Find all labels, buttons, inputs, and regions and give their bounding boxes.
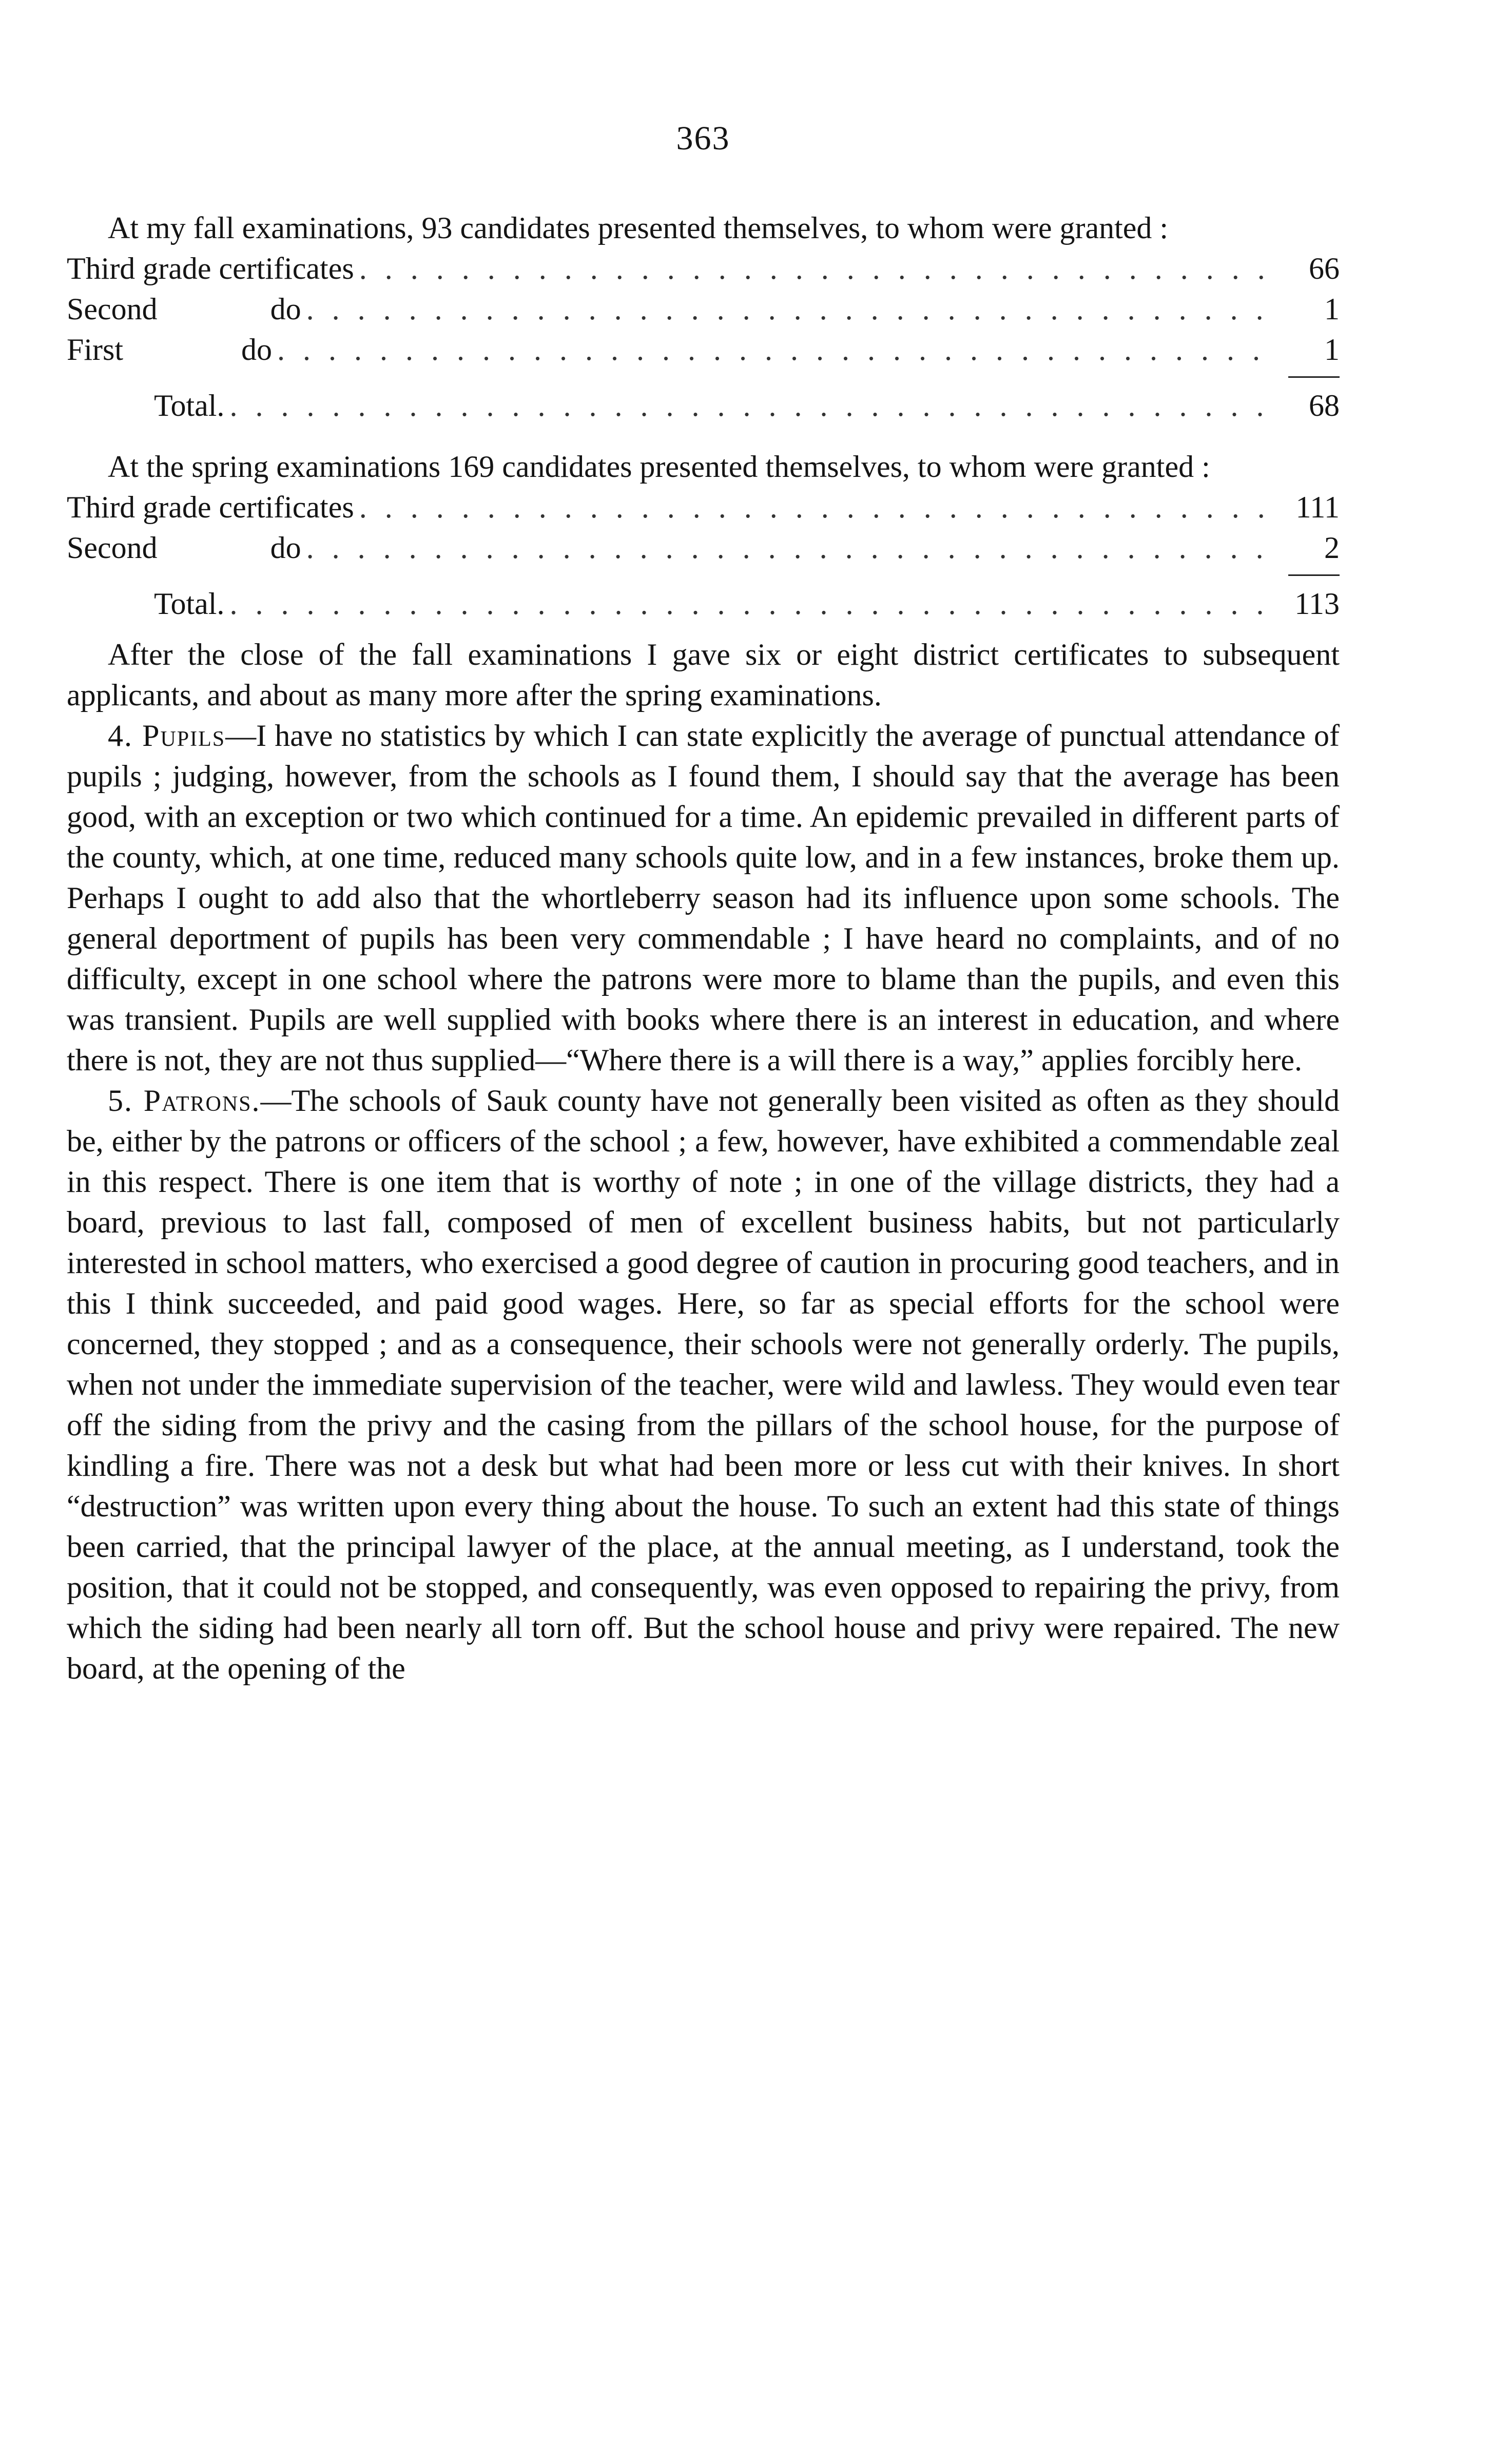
patrons-heading: 5. Patrons. (108, 1084, 261, 1118)
table-row (67, 487, 1340, 528)
leader-dots (306, 289, 1278, 330)
leader-dots (277, 330, 1278, 370)
fall-intro: At my fall examinations, 93 candidates presented themselves, to whom were granted : (108, 211, 1169, 245)
after-close-paragraph: After the close of the fall examinations I gave six or eight district certificates to subsequent applicants, and about as many more after the spring examinations. (67, 638, 1340, 712)
row-value: 111 (1295, 490, 1340, 524)
row-value: 66 (1309, 252, 1340, 285)
leader-dots (229, 386, 1278, 426)
total-row (67, 584, 1340, 624)
leader-dots (359, 248, 1278, 289)
row-label-text: Second (67, 292, 158, 326)
table-row (67, 330, 1340, 370)
text-column (67, 118, 1340, 1689)
total-label: Total. (154, 389, 225, 422)
leader-dots (306, 528, 1278, 568)
row-label (67, 330, 272, 370)
spring-certificates-table (67, 487, 1340, 624)
leader-dots (229, 584, 1278, 624)
table-row (67, 248, 1340, 289)
fall-certificates-table (67, 248, 1340, 426)
row-value: 1 (1324, 333, 1340, 367)
row-value: 1 (1324, 292, 1340, 326)
leader-dots (359, 487, 1278, 528)
row-label: Third grade certificates (67, 252, 354, 285)
row-label (67, 289, 301, 330)
pupils-heading: 4. Pupils (108, 719, 226, 753)
ditto-mark: do (270, 531, 301, 565)
row-label: Third grade certificates (67, 490, 354, 524)
pupils-text: —I have no statistics by which I can state explicitly the average of punctual attendance of pupils ; judging, however, from the schools as I found them, I should say that the average has been good, with an exception or two which continued for a time. An epidemic prevailed in different parts of the county, which, at one time, reduced many schools quite low, and in a few instances, broke them up. Perhaps I ought to add also that the whortleberry season had its influence upon some schools. The general deportment of pupils has been very commendable ; I have heard no complaints, and of no difficulty, except in one school where the patrons were more to blame than the pupils, and even this was transient. Pupils are well supplied with books where there is an interest in education, and where there is not, they are not thus supplied—“Where there is a will there is a way,” applies forcibly here. (67, 719, 1340, 1077)
spring-intro: At the spring examinations 169 candidates presented themselves, to whom were granted : (108, 450, 1210, 484)
row-label-text: Second (67, 531, 158, 565)
total-value: 113 (1294, 587, 1340, 621)
sum-rule (67, 370, 1340, 386)
ditto-mark: do (241, 333, 273, 367)
page-number: 363 (676, 120, 730, 157)
patrons-paragraph (67, 1081, 1340, 1689)
total-label: Total. (154, 587, 225, 621)
row-value: 2 (1324, 531, 1340, 565)
total-row (67, 386, 1340, 426)
row-label-text: First (67, 333, 124, 367)
table-row (67, 289, 1340, 330)
row-label (67, 528, 301, 568)
pupils-paragraph (67, 716, 1340, 1081)
table-row (67, 528, 1340, 568)
patrons-text: —The schools of Sauk county have not generally been visited as often as they should be, either by the patrons or officers of the school ; a few, however, have exhibited a commendable zeal in this respect. There is one item that is worthy of note ; in one of the village districts, they had a board, previous to last fall, composed of men of excellent business habits, but not particularly interested in school matters, who exercised a good degree of caution in procuring good teachers, and in this I think succeeded, and paid good wages. Here, so far as special efforts for the school were concerned, they stopped ; and as a consequence, their schools were not generally orderly. The pupils, when not under the immediate supervision of the teacher, were wild and lawless. They would even tear off the siding from the privy and the casing from the pillars of the school house, for the purpose of kindling a fire. There was not a desk but what had been more or less cut with their knives. In short “destruction” was written upon every thing about the house. To such an extent had this state of things been carried, that the principal lawyer of the place, at the annual meeting, as I understand, took the position, that it could not be stopped, and consequently, was even opposed to repairing the privy, from which the siding had been nearly all torn off. But the school house and privy were repaired. The new board, at the opening of the (67, 1084, 1340, 1685)
ditto-mark: do (270, 292, 301, 326)
total-value: 68 (1309, 389, 1340, 422)
sum-rule (67, 568, 1340, 584)
